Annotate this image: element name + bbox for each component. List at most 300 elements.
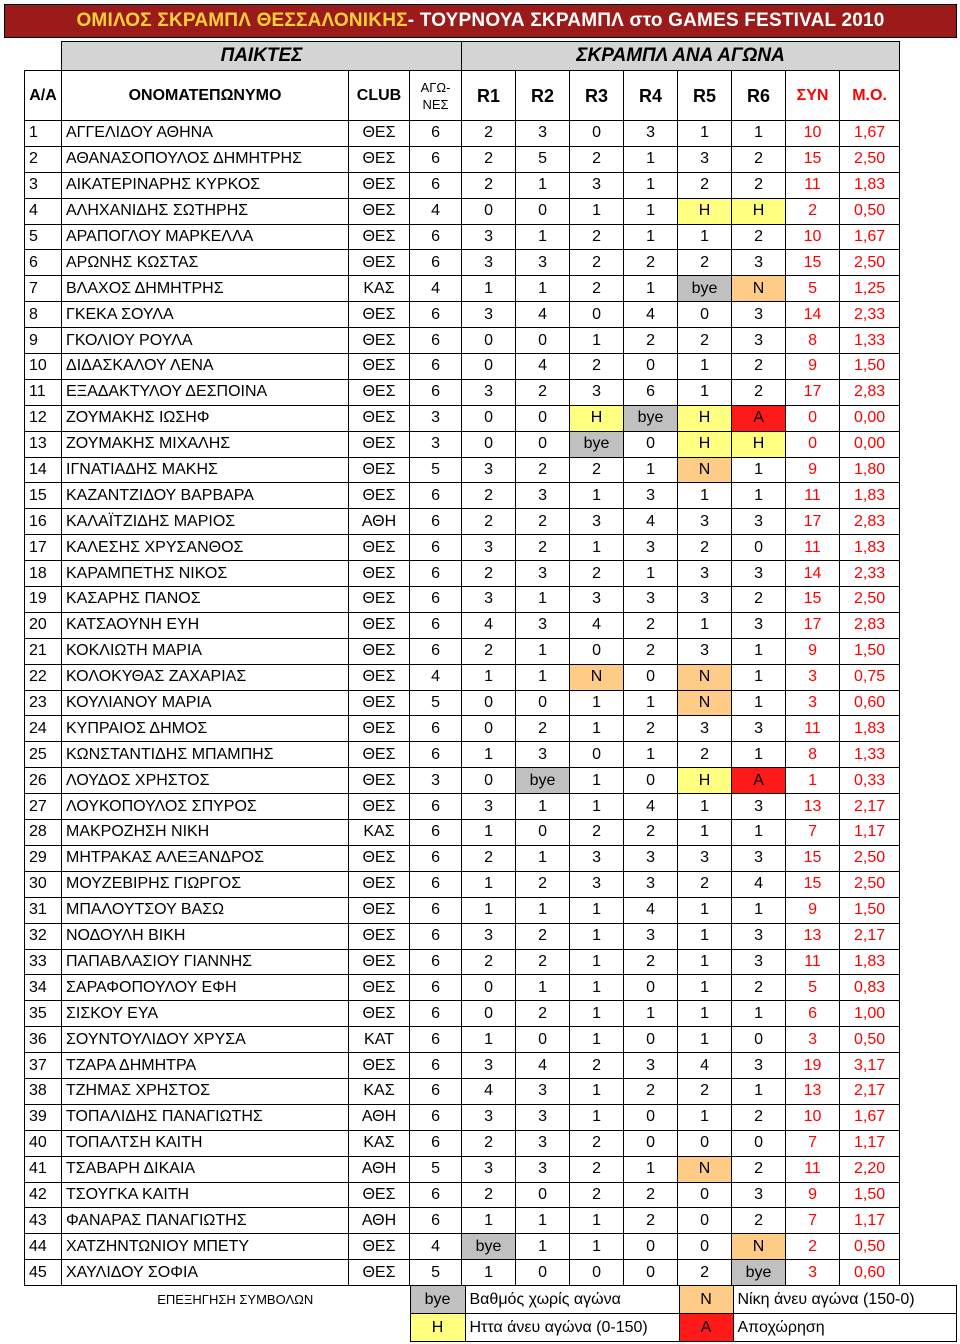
cell-r2: 3 xyxy=(516,612,570,638)
cell-r5: 3 xyxy=(678,716,732,742)
cell-games: 6 xyxy=(410,379,462,405)
col-header-r6: R6 xyxy=(732,71,786,121)
col-header-total: ΣΥΝ xyxy=(786,71,840,121)
cell-club: ΘΕΣ xyxy=(349,379,410,405)
table-row xyxy=(25,587,900,613)
cell-r3: 1 xyxy=(570,1104,624,1130)
cell-aa: 28 xyxy=(25,820,62,846)
cell-games: 6 xyxy=(410,250,462,276)
table-row xyxy=(25,871,900,897)
cell-avg: 1,33 xyxy=(840,328,900,354)
cell-club: ΘΕΣ xyxy=(349,561,410,587)
cell-avg: 1,50 xyxy=(840,638,900,664)
cell-aa: 19 xyxy=(25,587,62,613)
cell-r6: 2 xyxy=(732,354,786,380)
table-row xyxy=(25,638,900,664)
cell-aa: 45 xyxy=(25,1260,62,1286)
cell-avg: 2,50 xyxy=(840,250,900,276)
cell-r6: 1 xyxy=(732,742,786,768)
cell-r4: 3 xyxy=(624,871,678,897)
cell-r3: 1 xyxy=(570,1001,624,1027)
cell-r5: 2 xyxy=(678,1078,732,1104)
cell-games: 6 xyxy=(410,224,462,250)
col-header-aa: Α/Α xyxy=(25,71,62,121)
cell-games: 6 xyxy=(410,612,462,638)
cell-r6: 1 xyxy=(732,457,786,483)
cell-games: 6 xyxy=(410,1208,462,1234)
cell-r1: 2 xyxy=(462,638,516,664)
cell-name: ΚΩΝΣΤΑΝΤΙΔΗΣ ΜΠΑΜΠΗΣ xyxy=(62,742,349,768)
cell-club: ΑΘΗ xyxy=(349,1104,410,1130)
cell-r3: 3 xyxy=(570,509,624,535)
cell-r3: 1 xyxy=(570,1208,624,1234)
cell-r2: 1 xyxy=(516,794,570,820)
cell-r2: 3 xyxy=(516,1156,570,1182)
cell-name: ΙΓΝΑΤΙΑΔΗΣ ΜΑΚΗΣ xyxy=(62,457,349,483)
cell-aa: 33 xyxy=(25,949,62,975)
cell-name: ΚΑΤΣΑΟΥΝΗ ΕΥΗ xyxy=(62,612,349,638)
cell-total: 9 xyxy=(786,354,840,380)
cell-avg: 2,20 xyxy=(840,1156,900,1182)
cell-total: 3 xyxy=(786,664,840,690)
table-row xyxy=(25,379,900,405)
cell-total: 11 xyxy=(786,1156,840,1182)
col-header-r5: R5 xyxy=(678,71,732,121)
cell-r1: 3 xyxy=(462,250,516,276)
cell-aa: 2 xyxy=(25,146,62,172)
cell-name: ΖΟΥΜΑΚΗΣ ΜΙΧΑΛΗΣ xyxy=(62,431,349,457)
cell-r2: 3 xyxy=(516,483,570,509)
cell-r1: 3 xyxy=(462,302,516,328)
cell-r2: 2 xyxy=(516,871,570,897)
cell-r2: 3 xyxy=(516,742,570,768)
cell-name: ΚΟΥΛΙΑΝΟΥ ΜΑΡΙΑ xyxy=(62,690,349,716)
cell-games: 6 xyxy=(410,820,462,846)
cell-r3: 1 xyxy=(570,897,624,923)
cell-aa: 15 xyxy=(25,483,62,509)
cell-r1: 3 xyxy=(462,535,516,561)
cell-aa: 1 xyxy=(25,121,62,147)
cell-name: ΚΟΛΟΚΥΘΑΣ ΖΑΧΑΡΙΑΣ xyxy=(62,664,349,690)
cell-avg: 0,50 xyxy=(840,198,900,224)
cell-r4: 1 xyxy=(624,690,678,716)
cell-club: ΘΕΣ xyxy=(349,302,410,328)
cell-name: ΧΑΥΛΙΔΟΥ ΣΟΦΙΑ xyxy=(62,1260,349,1286)
cell-r2: 3 xyxy=(516,561,570,587)
cell-total: 15 xyxy=(786,871,840,897)
cell-r6: 3 xyxy=(732,716,786,742)
group-header-players: ΠΑΙΚΤΕΣ xyxy=(62,42,462,71)
cell-r4: 0 xyxy=(624,1104,678,1130)
cell-name: ΤΣΑΒΑΡΗ ΔΙΚΑΙΑ xyxy=(62,1156,349,1182)
cell-r6: 3 xyxy=(732,328,786,354)
cell-r5: 3 xyxy=(678,845,732,871)
cell-r3: 2 xyxy=(570,1156,624,1182)
cell-r2: 0 xyxy=(516,1027,570,1053)
cell-r3: 3 xyxy=(570,845,624,871)
cell-r3: 0 xyxy=(570,742,624,768)
cell-r5: 0 xyxy=(678,1234,732,1260)
cell-r5: 3 xyxy=(678,509,732,535)
cell-r3: 2 xyxy=(570,250,624,276)
cell-r2: 2 xyxy=(516,949,570,975)
table-row xyxy=(25,1260,900,1286)
cell-r4: 2 xyxy=(624,638,678,664)
cell-aa: 11 xyxy=(25,379,62,405)
cell-r1: 1 xyxy=(462,1260,516,1286)
cell-r6: 1 xyxy=(732,664,786,690)
cell-total: 0 xyxy=(786,405,840,431)
cell-total: 14 xyxy=(786,302,840,328)
cell-r4: 1 xyxy=(624,198,678,224)
table-row xyxy=(25,172,900,198)
table-row xyxy=(25,146,900,172)
cell-total: 13 xyxy=(786,1078,840,1104)
cell-name: ΜΗΤΡΑΚΑΣ ΑΛΕΞΑΝΔΡΟΣ xyxy=(62,845,349,871)
table-row xyxy=(25,1104,900,1130)
cell-avg: 1,50 xyxy=(840,1182,900,1208)
cell-avg: 0,00 xyxy=(840,431,900,457)
cell-club: ΘΕΣ xyxy=(349,742,410,768)
cell-r4: 1 xyxy=(624,742,678,768)
cell-avg: 2,33 xyxy=(840,561,900,587)
cell-avg: 1,83 xyxy=(840,535,900,561)
cell-aa: 41 xyxy=(25,1156,62,1182)
cell-avg: 1,00 xyxy=(840,1001,900,1027)
cell-r4: 3 xyxy=(624,483,678,509)
cell-games: 5 xyxy=(410,1260,462,1286)
cell-r1: 3 xyxy=(462,379,516,405)
cell-r4: 0 xyxy=(624,431,678,457)
cell-club: ΘΕΣ xyxy=(349,121,410,147)
cell-club: ΘΕΣ xyxy=(349,768,410,794)
cell-club: ΘΕΣ xyxy=(349,975,410,1001)
cell-r6: 1 xyxy=(732,1001,786,1027)
table-row xyxy=(25,1130,900,1156)
cell-r3: 1 xyxy=(570,483,624,509)
cell-r3: 4 xyxy=(570,612,624,638)
cell-r4: 2 xyxy=(624,1182,678,1208)
cell-r5: 0 xyxy=(678,1208,732,1234)
legend-symbol-bye: bye xyxy=(410,1286,465,1314)
cell-r6: 3 xyxy=(732,1053,786,1079)
cell-r6: 3 xyxy=(732,250,786,276)
cell-r3: 1 xyxy=(570,535,624,561)
cell-club: ΘΕΣ xyxy=(349,845,410,871)
cell-r4: 2 xyxy=(624,820,678,846)
cell-total: 2 xyxy=(786,1234,840,1260)
cell-r3: 3 xyxy=(570,871,624,897)
cell-total: 11 xyxy=(786,172,840,198)
cell-r1: 1 xyxy=(462,664,516,690)
table-row xyxy=(25,457,900,483)
cell-r2: 3 xyxy=(516,1078,570,1104)
cell-r1: 0 xyxy=(462,975,516,1001)
cell-r6: bye xyxy=(732,1260,786,1286)
cell-r5: 2 xyxy=(678,250,732,276)
cell-r1: 2 xyxy=(462,1130,516,1156)
cell-r5: 2 xyxy=(678,172,732,198)
cell-r1: 2 xyxy=(462,172,516,198)
cell-avg: 2,17 xyxy=(840,1078,900,1104)
cell-r4: 1 xyxy=(624,224,678,250)
cell-r5: Ν xyxy=(678,1156,732,1182)
cell-r3: 3 xyxy=(570,172,624,198)
table-row xyxy=(25,405,900,431)
cell-total: 15 xyxy=(786,146,840,172)
col-header-club: CLUB xyxy=(349,71,410,121)
cell-r2: 0 xyxy=(516,1182,570,1208)
cell-avg: 0,60 xyxy=(840,1260,900,1286)
cell-r3: 3 xyxy=(570,379,624,405)
cell-name: ΝΟΔΟΥΛΗ ΒΙΚΗ xyxy=(62,923,349,949)
cell-games: 6 xyxy=(410,949,462,975)
cell-total: 5 xyxy=(786,276,840,302)
cell-avg: 1,80 xyxy=(840,457,900,483)
cell-games: 6 xyxy=(410,587,462,613)
cell-name: ΣΙΣΚΟΥ ΕΥΑ xyxy=(62,1001,349,1027)
cell-r2: 0 xyxy=(516,405,570,431)
cell-r5: 0 xyxy=(678,1182,732,1208)
cell-games: 6 xyxy=(410,716,462,742)
cell-aa: 24 xyxy=(25,716,62,742)
cell-r3: 1 xyxy=(570,690,624,716)
cell-total: 2 xyxy=(786,198,840,224)
cell-r4: 0 xyxy=(624,768,678,794)
cell-r3: 1 xyxy=(570,768,624,794)
cell-r2: 0 xyxy=(516,690,570,716)
cell-aa: 35 xyxy=(25,1001,62,1027)
cell-r4: 0 xyxy=(624,664,678,690)
cell-r3: 0 xyxy=(570,302,624,328)
cell-avg: 2,83 xyxy=(840,509,900,535)
cell-avg: 1,83 xyxy=(840,172,900,198)
cell-aa: 5 xyxy=(25,224,62,250)
cell-r5: Ν xyxy=(678,690,732,716)
cell-r3: 2 xyxy=(570,354,624,380)
cell-r1: 0 xyxy=(462,431,516,457)
cell-r4: 1 xyxy=(624,561,678,587)
table-row xyxy=(25,820,900,846)
cell-avg: 0,50 xyxy=(840,1234,900,1260)
col-header-name: ΟΝΟΜΑΤΕΠΩΝΥΜΟ xyxy=(62,71,349,121)
cell-r4: 3 xyxy=(624,845,678,871)
cell-club: ΘΕΣ xyxy=(349,587,410,613)
cell-games: 6 xyxy=(410,897,462,923)
cell-club: ΘΕΣ xyxy=(349,664,410,690)
cell-r1: 3 xyxy=(462,1053,516,1079)
cell-total: 17 xyxy=(786,379,840,405)
cell-r1: 3 xyxy=(462,457,516,483)
cell-aa: 31 xyxy=(25,897,62,923)
cell-aa: 14 xyxy=(25,457,62,483)
legend-table xyxy=(61,1285,957,1342)
cell-r5: 1 xyxy=(678,483,732,509)
legend-symbol-a: Α xyxy=(679,1314,733,1342)
cell-r2: 2 xyxy=(516,1001,570,1027)
table-row xyxy=(25,509,900,535)
cell-r5: 2 xyxy=(678,871,732,897)
cell-r4: 1 xyxy=(624,1156,678,1182)
cell-games: 6 xyxy=(410,845,462,871)
cell-games: 6 xyxy=(410,121,462,147)
table-row xyxy=(25,1182,900,1208)
cell-aa: 42 xyxy=(25,1182,62,1208)
cell-aa: 17 xyxy=(25,535,62,561)
table-row xyxy=(25,354,900,380)
cell-name: ΤΣΟΥΓΚΑ ΚΑΙΤΗ xyxy=(62,1182,349,1208)
results-table xyxy=(24,41,900,1286)
cell-r1: 2 xyxy=(462,121,516,147)
cell-r6: 4 xyxy=(732,871,786,897)
cell-avg: 0,75 xyxy=(840,664,900,690)
cell-games: 6 xyxy=(410,1053,462,1079)
cell-r4: 2 xyxy=(624,328,678,354)
cell-r2: 3 xyxy=(516,250,570,276)
cell-r2: 1 xyxy=(516,587,570,613)
cell-club: ΘΕΣ xyxy=(349,146,410,172)
cell-name: ΛΟΥΚΟΠΟΥΛΟΣ ΣΠΥΡΟΣ xyxy=(62,794,349,820)
cell-club: ΘΕΣ xyxy=(349,871,410,897)
cell-name: ΜΑΚΡΟΖΗΣΗ ΝΙΚΗ xyxy=(62,820,349,846)
cell-r3: 2 xyxy=(570,1130,624,1156)
cell-games: 6 xyxy=(410,923,462,949)
cell-name: ΜΟΥΖΕΒΙΡΗΣ ΓΙΩΡΓΟΣ xyxy=(62,871,349,897)
cell-club: ΘΕΣ xyxy=(349,897,410,923)
table-row xyxy=(25,121,900,147)
cell-avg: 2,17 xyxy=(840,794,900,820)
cell-r6: 0 xyxy=(732,1027,786,1053)
cell-name: ΚΑΖΑΝΤΖΙΔΟΥ ΒΑΡΒΑΡΑ xyxy=(62,483,349,509)
cell-games: 6 xyxy=(410,328,462,354)
cell-name: ΔΙΔΑΣΚΑΛΟΥ ΛΕΝΑ xyxy=(62,354,349,380)
cell-games: 6 xyxy=(410,742,462,768)
table-row xyxy=(25,975,900,1001)
cell-games: 3 xyxy=(410,431,462,457)
cell-r5: 1 xyxy=(678,975,732,1001)
cell-avg: 2,50 xyxy=(840,146,900,172)
cell-games: 6 xyxy=(410,535,462,561)
cell-r1: 2 xyxy=(462,509,516,535)
legend-spacer xyxy=(61,1314,410,1342)
cell-club: ΘΕΣ xyxy=(349,405,410,431)
cell-name: ΤΖΑΡΑ ΔΗΜΗΤΡΑ xyxy=(62,1053,349,1079)
results-body xyxy=(25,121,900,1286)
cell-r5: 1 xyxy=(678,224,732,250)
cell-r2: 2 xyxy=(516,716,570,742)
cell-r6: 2 xyxy=(732,146,786,172)
table-row xyxy=(25,1001,900,1027)
cell-total: 13 xyxy=(786,923,840,949)
cell-games: 6 xyxy=(410,871,462,897)
cell-r4: 1 xyxy=(624,276,678,302)
cell-r6: 2 xyxy=(732,587,786,613)
cell-r6: 3 xyxy=(732,845,786,871)
cell-avg: 1,83 xyxy=(840,483,900,509)
cell-r3: 2 xyxy=(570,1053,624,1079)
cell-name: ΚΑΛΕΣΗΣ ΧΡΥΣΑΝΘΟΣ xyxy=(62,535,349,561)
cell-r6: 3 xyxy=(732,302,786,328)
cell-avg: 0,50 xyxy=(840,1027,900,1053)
cell-r1: 3 xyxy=(462,923,516,949)
cell-avg: 2,50 xyxy=(840,587,900,613)
cell-r6: 1 xyxy=(732,897,786,923)
cell-r2: 1 xyxy=(516,1234,570,1260)
cell-r5: Ν xyxy=(678,457,732,483)
table-row xyxy=(25,1234,900,1260)
page-title xyxy=(4,4,957,38)
cell-avg: 1,17 xyxy=(840,1130,900,1156)
cell-r1: 1 xyxy=(462,871,516,897)
cell-aa: 16 xyxy=(25,509,62,535)
cell-r2: 3 xyxy=(516,1104,570,1130)
table-row xyxy=(25,328,900,354)
col-header-games-line2: ΝΕΣ xyxy=(422,96,449,112)
cell-r2: 1 xyxy=(516,845,570,871)
cell-club: ΘΕΣ xyxy=(349,1053,410,1079)
cell-avg: 1,67 xyxy=(840,224,900,250)
cell-r3: 1 xyxy=(570,923,624,949)
cell-r4: 0 xyxy=(624,1130,678,1156)
cell-r4: 2 xyxy=(624,716,678,742)
cell-r5: 2 xyxy=(678,328,732,354)
cell-r5: 1 xyxy=(678,897,732,923)
cell-r1: 3 xyxy=(462,794,516,820)
cell-total: 11 xyxy=(786,949,840,975)
cell-games: 4 xyxy=(410,664,462,690)
cell-aa: 29 xyxy=(25,845,62,871)
cell-r2: 2 xyxy=(516,535,570,561)
cell-total: 11 xyxy=(786,535,840,561)
cell-aa: 37 xyxy=(25,1053,62,1079)
cell-r4: 3 xyxy=(624,121,678,147)
cell-r1: 3 xyxy=(462,1104,516,1130)
title-part2: - ΤΟΥΡΝΟΥΑ ΣΚΡΑΜΠΛ στο GAMES FESTIVAL 2010 xyxy=(407,10,885,31)
cell-r5: 1 xyxy=(678,820,732,846)
cell-total: 10 xyxy=(786,1104,840,1130)
cell-r6: Η xyxy=(732,198,786,224)
cell-club: ΘΕΣ xyxy=(349,250,410,276)
cell-r4: 1 xyxy=(624,1001,678,1027)
cell-r3: 0 xyxy=(570,1260,624,1286)
cell-total: 3 xyxy=(786,1027,840,1053)
cell-r1: 0 xyxy=(462,328,516,354)
cell-r1: 2 xyxy=(462,561,516,587)
col-header-avg: Μ.Ο. xyxy=(840,71,900,121)
cell-total: 10 xyxy=(786,121,840,147)
cell-club: ΑΘΗ xyxy=(349,509,410,535)
cell-r2: 4 xyxy=(516,354,570,380)
cell-r6: 2 xyxy=(732,172,786,198)
cell-aa: 23 xyxy=(25,690,62,716)
cell-total: 7 xyxy=(786,820,840,846)
cell-aa: 40 xyxy=(25,1130,62,1156)
cell-r3: 2 xyxy=(570,224,624,250)
cell-name: ΛΟΥΔΟΣ ΧΡΗΣΤΟΣ xyxy=(62,768,349,794)
cell-r6: 1 xyxy=(732,1078,786,1104)
cell-name: ΤΖΗΜΑΣ ΧΡΗΣΤΟΣ xyxy=(62,1078,349,1104)
cell-total: 9 xyxy=(786,457,840,483)
cell-r3: 1 xyxy=(570,1078,624,1104)
cell-r2: 5 xyxy=(516,146,570,172)
legend-symbol-n: Ν xyxy=(679,1286,733,1314)
cell-r5: Η xyxy=(678,431,732,457)
cell-r2: 4 xyxy=(516,1053,570,1079)
cell-r3: 1 xyxy=(570,949,624,975)
cell-r3: 1 xyxy=(570,716,624,742)
cell-r6: Ν xyxy=(732,276,786,302)
cell-name: ΕΞΑΔΑΚΤΥΛΟΥ ΔΕΣΠΟΙΝΑ xyxy=(62,379,349,405)
